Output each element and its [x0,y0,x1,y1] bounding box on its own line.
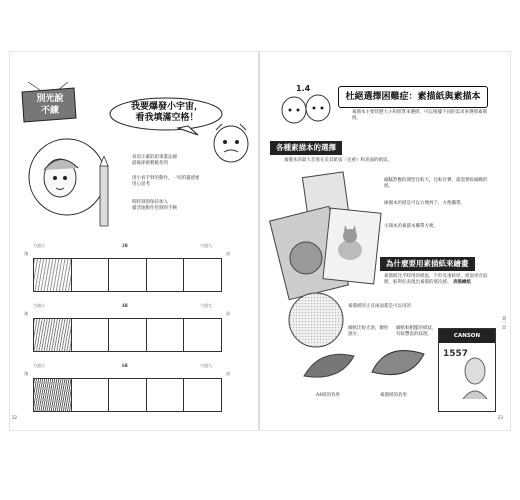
hanging-sign [18,82,78,124]
grid2-end-right: 深 [226,311,230,316]
shading-grid-4b[interactable] [33,318,222,352]
shading-cell[interactable] [34,259,72,291]
grid1-label-left: 力道小 [33,243,45,248]
section1-title: 各種素描本的選擇 [270,141,342,155]
right-note-3: 小開本的素描本攜帶方便。 [384,224,438,229]
sketchbook-stack-image [268,172,376,300]
shading-cell[interactable] [72,319,110,351]
shading-cell[interactable] [72,379,110,411]
shading-cell[interactable] [184,379,221,411]
caption-a4: A4紙的效果 [316,393,340,398]
section2-bold: 表描繪紙 [452,280,471,285]
pad-number: 1557 [443,349,469,359]
section2-title: 為什麼要用素描紙來繪畫 [380,257,475,271]
shading-cell[interactable] [72,259,110,291]
portrait-sketch-icon [457,353,493,399]
sphere-drawing-icon [286,238,326,278]
grid1-end-right: 深 [226,251,230,256]
left-note-3: 時時刻刻保持加入 靈活地動作控制的手腕 [132,200,177,211]
shading-cell[interactable] [184,259,221,291]
grid3-label-right: 力道大 [200,363,212,368]
mascot-number: 1.4 [296,84,311,93]
right-page-number: 23 [498,415,504,420]
compare-left-text: 細紙比較光滑，顆粒感少。 [348,326,389,337]
bubble-line1: 我要爆發小宇宙， [130,102,203,112]
left-note-2: 別小看手臂的動作，一切的靈感要用心思考 [132,176,200,187]
sign-line1: 別光說 [36,94,64,104]
shading-cell[interactable] [34,319,72,351]
shading-grid-6b[interactable] [33,378,222,412]
grid2-label-left: 力道小 [33,303,45,308]
grid1-label-right: 力道大 [200,243,212,248]
chapter-tab: 第一章 [501,316,506,330]
grid3-end-left: 淺 [24,371,28,376]
grid3-grade: 6B [122,363,128,368]
bubble-line2: 看我填滿空格！ [135,113,199,123]
shading-cell[interactable] [109,259,147,291]
a4-paper-sample-icon [300,346,358,386]
grid3-label-left: 力道小 [33,363,45,368]
left-page-number: 22 [12,415,18,420]
right-note-1: 細膩對應的開型比較大，比較有彈，就需要較細緻的紙。 [384,178,488,189]
paper-texture-icon [286,290,346,350]
sketch-paper-sample-icon [366,342,428,386]
mascot-character-icon [208,120,254,166]
shading-cell[interactable] [147,259,185,291]
shading-cell[interactable] [147,319,185,351]
shading-cell[interactable] [109,319,147,351]
shading-cell[interactable] [109,379,147,411]
pencil-icon [96,156,112,232]
section2-text: 素描紙比平時用的紙張，不但克重較厚，紙面更有紋理，較利於表現出素描的層次感。 表描繪紙 [384,274,488,285]
caption-sketch: 素描紙的效果 [380,393,407,398]
grid2-end-left: 淺 [24,311,28,316]
section2-note: 素描紙的正反兩面都是可以用的 [348,304,411,309]
section1-text: 素描本的最大差異在於其紙張（克重）和表面的紙紋。 [284,158,392,163]
grid3-end-right: 深 [226,371,230,376]
intro-text: 素描本主要狀態大小和紙質來選擇，可以根據不同的需求來選擇素描紙。 [352,110,487,121]
shading-cell[interactable] [147,379,185,411]
cat-drawing-icon [330,224,370,264]
brand-label: CANSON [439,329,495,343]
page-gutter [258,52,260,430]
canson-pad-image [438,328,496,412]
right-note-2: 線圈本的紙是可以方便拆下，方便攜帶。 [384,201,465,206]
book-spread [10,52,510,430]
shading-cell[interactable] [34,379,72,411]
left-note-1: 看似正確的鉛筆畫法圖 最後卻被輕鬆扣到 [132,155,177,166]
grid2-label-right: 力道大 [200,303,212,308]
shading-cell[interactable] [184,319,221,351]
sign-line2: 不練 [40,106,59,116]
compare-right-text: 細紙較粗糙的紙紋，有較豐富的紋理。 [396,326,437,337]
page-title: 杜絕選擇困難症：素描紙與素描本 [345,92,481,102]
grid1-grade: 2B [122,243,128,248]
shading-grid-2b[interactable] [33,258,222,292]
grid1-end-left: 淺 [24,251,28,256]
grid2-grade: 4B [122,303,128,308]
title-box [338,86,488,108]
